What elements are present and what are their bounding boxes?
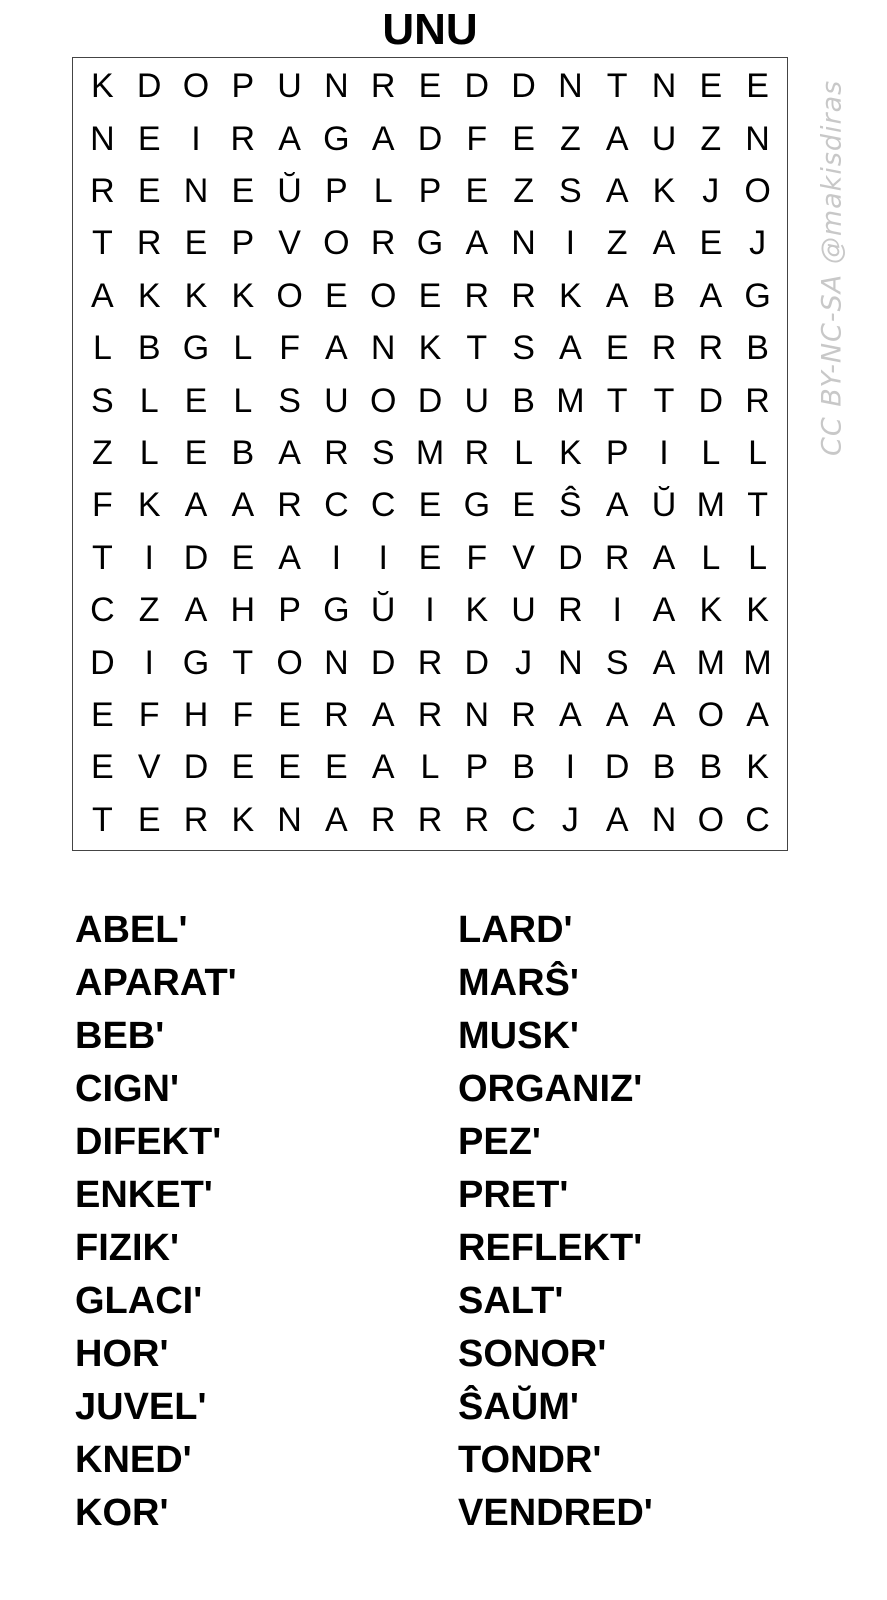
grid-cell[interactable]: E (325, 748, 348, 787)
grid-cell[interactable]: T (606, 381, 628, 420)
grid-cell[interactable]: G (416, 224, 444, 263)
grid-cell[interactable]: M (696, 643, 725, 682)
grid-cell[interactable]: M (743, 643, 772, 682)
grid-cell[interactable]: F (279, 329, 300, 368)
grid-cell[interactable]: D (558, 538, 583, 577)
grid-cell[interactable]: R (183, 800, 209, 839)
grid-cell[interactable]: E (231, 171, 255, 210)
grid-cell[interactable]: T (92, 800, 113, 839)
grid-cell[interactable]: L (748, 538, 768, 577)
grid-cell[interactable]: M (556, 381, 585, 420)
grid-cell[interactable]: R (511, 695, 536, 734)
grid-cell[interactable]: U (324, 381, 349, 420)
word-list-item: JUVEL' (75, 1386, 207, 1428)
grid-cell[interactable]: M (696, 486, 725, 525)
grid-cell[interactable]: O (276, 276, 303, 315)
grid-cell[interactable]: B (699, 748, 723, 787)
grid-cell[interactable]: P (465, 748, 489, 787)
grid-cell[interactable]: R (370, 224, 396, 263)
grid-cell[interactable]: G (182, 329, 210, 368)
grid-cell[interactable]: I (565, 224, 576, 263)
word-list-item: GLACI' (75, 1280, 203, 1322)
grid-cell[interactable]: E (325, 276, 348, 315)
grid-cell[interactable]: R (417, 695, 443, 734)
grid-cell[interactable]: R (464, 800, 490, 839)
grid-cell[interactable]: V (278, 224, 301, 263)
grid-cell[interactable]: T (92, 538, 113, 577)
grid-cell[interactable]: C (511, 800, 536, 839)
grid-cell[interactable]: O (697, 695, 725, 734)
grid-cell[interactable]: I (565, 748, 576, 787)
grid-cell[interactable]: K (699, 591, 723, 630)
grid-cell[interactable]: N (745, 119, 770, 158)
word-list-item: FIZIK' (75, 1227, 180, 1269)
grid-cell[interactable]: L (701, 538, 721, 577)
grid-cell[interactable]: E (512, 119, 535, 158)
grid-cell[interactable]: H (230, 591, 256, 630)
grid-cell[interactable]: E (418, 486, 442, 525)
grid-cell[interactable]: A (371, 748, 395, 787)
grid-cell[interactable]: E (418, 276, 442, 315)
grid-cell[interactable]: L (139, 433, 159, 472)
grid-cell[interactable]: O (276, 643, 303, 682)
grid-cell[interactable]: E (746, 67, 769, 106)
grid-cell[interactable]: A (184, 486, 208, 525)
grid-cell[interactable]: E (137, 800, 161, 839)
grid-cell[interactable]: B (512, 748, 535, 787)
grid-cell[interactable]: T (232, 643, 254, 682)
grid-cell[interactable]: S (371, 433, 395, 472)
grid-cell[interactable]: V (137, 748, 161, 787)
grid-cell[interactable]: R (464, 433, 490, 472)
grid-cell[interactable]: E (418, 538, 442, 577)
grid-cell[interactable]: D (183, 538, 209, 577)
grid-cell[interactable]: D (183, 748, 209, 787)
grid-cell[interactable]: B (652, 748, 676, 787)
grid-cell[interactable]: A (278, 119, 301, 158)
grid-cell[interactable]: A (605, 171, 629, 210)
grid-cell[interactable]: I (331, 538, 342, 577)
grid-cell[interactable]: L (233, 381, 253, 420)
grid-cell[interactable]: A (325, 800, 348, 839)
grid-cell[interactable]: N (90, 119, 115, 158)
grid-cell[interactable]: A (605, 800, 629, 839)
grid-cell[interactable]: O (697, 800, 725, 839)
grid-cell[interactable]: Z (560, 119, 581, 158)
grid-cell[interactable]: D (464, 67, 490, 106)
puzzle-title: UNU (382, 5, 478, 54)
grid-cell[interactable]: V (512, 538, 535, 577)
grid-cell[interactable]: R (90, 171, 115, 210)
grid-cell[interactable]: P (605, 433, 629, 472)
grid-cell[interactable]: E (465, 171, 489, 210)
grid-cell[interactable]: G (323, 119, 350, 158)
grid-cell[interactable]: R (464, 276, 490, 315)
grid-cell[interactable]: B (137, 329, 161, 368)
grid-cell[interactable]: A (652, 591, 676, 630)
grid-cell[interactable]: N (370, 329, 396, 368)
grid-cell[interactable]: N (324, 643, 349, 682)
grid-cell[interactable]: I (144, 538, 154, 577)
grid-cell[interactable]: P (278, 591, 301, 630)
grid-cell[interactable]: L (233, 329, 253, 368)
grid-cell[interactable]: R (651, 329, 677, 368)
grid-cell[interactable]: G (744, 276, 771, 315)
grid-cell[interactable]: R (230, 119, 256, 158)
grid-cell[interactable]: S (512, 329, 535, 368)
letter-grid[interactable] (72, 57, 788, 851)
grid-cell[interactable]: E (418, 67, 442, 106)
grid-cell[interactable]: L (373, 171, 393, 210)
grid-cell[interactable]: G (323, 591, 350, 630)
grid-cell[interactable]: D (417, 381, 443, 420)
grid-cell[interactable]: S (605, 643, 629, 682)
grid-cell[interactable]: N (183, 171, 209, 210)
grid-cell[interactable]: A (605, 486, 629, 525)
word-list-item: MUSK' (458, 1015, 579, 1057)
grid-cell[interactable]: R (511, 276, 536, 315)
grid-cell[interactable]: D (464, 643, 490, 682)
grid-cell[interactable]: J (702, 171, 720, 210)
grid-cell[interactable]: C (370, 486, 396, 525)
grid-cell[interactable]: E (91, 748, 114, 787)
grid-cell[interactable]: B (652, 276, 676, 315)
grid-cell[interactable]: B (231, 433, 255, 472)
license-watermark: CC BY-NC-SA @makisdiras (816, 79, 848, 457)
grid-cell[interactable]: T (466, 329, 488, 368)
grid-cell[interactable]: K (465, 591, 489, 630)
word-list-item: MARŜ' (458, 962, 579, 1004)
grid-cell[interactable]: N (651, 67, 677, 106)
grid-cell[interactable]: L (139, 381, 159, 420)
grid-cell[interactable]: A (652, 695, 676, 734)
grid-cell[interactable]: I (144, 643, 154, 682)
grid-cell[interactable]: R (698, 329, 724, 368)
grid-cell[interactable]: E (231, 538, 255, 577)
grid-cell[interactable]: D (698, 381, 724, 420)
grid-cell[interactable]: K (184, 276, 208, 315)
word-list-item: REFLEKT' (458, 1227, 643, 1269)
grid-cell[interactable]: S (559, 171, 582, 210)
grid-cell[interactable]: R (136, 224, 162, 263)
grid-cell[interactable]: D (417, 119, 443, 158)
grid-cell[interactable]: K (137, 486, 161, 525)
grid-cell[interactable]: T (653, 381, 675, 420)
grid-cell[interactable]: F (466, 119, 488, 158)
grid-cell[interactable]: F (466, 538, 488, 577)
grid-cell[interactable]: S (278, 381, 301, 420)
grid-cell[interactable]: I (378, 538, 388, 577)
grid-cell[interactable]: U (464, 381, 490, 420)
grid-cell[interactable]: E (91, 695, 114, 734)
grid-cell[interactable]: E (605, 329, 629, 368)
grid-cell[interactable]: H (183, 695, 209, 734)
grid-cell[interactable]: P (325, 171, 348, 210)
grid-cell[interactable]: N (277, 800, 302, 839)
grid-cell[interactable]: A (605, 695, 629, 734)
grid-cell[interactable]: L (420, 748, 440, 787)
word-list-item: KOR' (75, 1492, 169, 1534)
grid-cell[interactable]: F (138, 695, 160, 734)
grid-cell[interactable]: K (746, 591, 769, 630)
grid-cell[interactable]: E (137, 119, 161, 158)
word-list-item: HOR' (75, 1333, 169, 1375)
grid-cell[interactable]: C (745, 800, 770, 839)
grid-cell[interactable]: R (604, 538, 630, 577)
grid-cell[interactable]: K (137, 276, 161, 315)
word-list-item: PRET' (458, 1174, 569, 1216)
word-list-item: ŜAŬM' (458, 1386, 579, 1428)
word-list-item: SALT' (458, 1280, 564, 1322)
grid-cell[interactable]: I (659, 433, 669, 472)
grid-cell[interactable]: A (652, 224, 676, 263)
grid-cell[interactable]: O (744, 171, 771, 210)
grid-cell[interactable]: E (699, 224, 723, 263)
grid-cell[interactable]: N (511, 224, 536, 263)
grid-cell[interactable]: K (652, 171, 676, 210)
word-list-item: ABEL' (75, 909, 188, 951)
grid-cell[interactable]: M (415, 433, 445, 472)
grid-cell[interactable]: L (92, 329, 112, 368)
grid-cell[interactable]: Ŭ (277, 171, 302, 210)
grid-cell[interactable]: J (561, 800, 579, 839)
word-list-item: PEZ' (458, 1121, 541, 1163)
word-list-item: CIGN' (75, 1068, 180, 1110)
grid-cell[interactable]: T (606, 67, 628, 106)
grid-cell[interactable]: A (746, 695, 769, 734)
word-list-item: APARAT' (75, 962, 237, 1004)
grid-cell[interactable]: T (92, 224, 113, 263)
grid-cell[interactable]: F (232, 695, 254, 734)
grid-cell[interactable]: R (324, 695, 349, 734)
grid-cell[interactable]: A (559, 695, 582, 734)
grid-cell[interactable]: O (182, 67, 210, 106)
word-list-item: VENDRED' (458, 1492, 653, 1534)
grid-cell[interactable]: A (91, 276, 114, 315)
grid-cell[interactable]: U (511, 591, 536, 630)
grid-cell[interactable]: N (464, 695, 490, 734)
grid-cell[interactable]: Z (700, 119, 722, 158)
grid-cell[interactable]: A (278, 433, 301, 472)
grid-cell[interactable]: A (371, 119, 395, 158)
grid-cell[interactable]: K (559, 433, 582, 472)
grid-cell[interactable]: B (746, 329, 769, 368)
word-list-item: ENKET' (75, 1174, 213, 1216)
grid-cell[interactable]: R (558, 591, 583, 630)
word-list-item: TONDR' (458, 1439, 602, 1481)
grid-cell[interactable]: R (324, 433, 349, 472)
word-list-item: KNED' (75, 1439, 192, 1481)
grid-cell[interactable]: A (652, 643, 676, 682)
grid-cell[interactable]: A (652, 538, 676, 577)
grid-cell[interactable]: A (605, 119, 629, 158)
grid-cell[interactable]: A (371, 695, 395, 734)
grid-cell[interactable]: A (325, 329, 348, 368)
grid-cell[interactable]: D (370, 643, 396, 682)
grid-cell[interactable]: U (651, 119, 677, 158)
grid-cell[interactable]: I (612, 591, 622, 630)
grid-cell[interactable]: F (92, 486, 113, 525)
grid-cell[interactable]: D (511, 67, 536, 106)
word-list-item: SONOR' (458, 1333, 607, 1375)
grid-cell[interactable]: D (136, 67, 162, 106)
grid-cell[interactable]: E (184, 381, 208, 420)
word-list-item: DIFEKT' (75, 1121, 222, 1163)
grid-cell[interactable]: Z (138, 591, 160, 630)
word-list-item: LARD' (458, 909, 573, 951)
grid-cell[interactable]: E (184, 224, 208, 263)
grid-cell[interactable]: A (184, 591, 208, 630)
grid-cell[interactable]: N (324, 67, 349, 106)
grid-cell[interactable]: P (231, 67, 255, 106)
grid-cell[interactable]: E (278, 695, 301, 734)
grid-cell[interactable]: Z (606, 224, 628, 263)
grid-cell[interactable]: A (231, 486, 255, 525)
grid-cell[interactable]: G (463, 486, 491, 525)
grid-cell[interactable]: K (91, 67, 114, 106)
grid-cell[interactable]: D (90, 643, 115, 682)
grid-cell[interactable]: A (278, 538, 301, 577)
grid-cell[interactable]: Ŭ (370, 591, 396, 630)
grid-cell[interactable]: L (748, 433, 768, 472)
grid-cell[interactable]: K (418, 329, 442, 368)
grid-cell[interactable]: C (90, 591, 115, 630)
grid-cell[interactable]: Z (92, 433, 113, 472)
grid-cell[interactable]: T (747, 486, 768, 525)
grid-cell[interactable]: R (417, 643, 443, 682)
grid-cell[interactable]: E (137, 171, 161, 210)
word-list-item: ORGANIZ' (458, 1068, 643, 1110)
grid-cell[interactable]: E (278, 748, 301, 787)
word-list-right (458, 904, 838, 1540)
grid-cell[interactable]: G (182, 643, 210, 682)
word-list-item: BEB' (75, 1015, 165, 1057)
grid-cell[interactable]: J (515, 643, 533, 682)
grid-cell[interactable]: K (559, 276, 582, 315)
grid-cell[interactable]: E (184, 433, 208, 472)
grid-cell[interactable]: Z (513, 171, 534, 210)
grid-cell[interactable]: R (370, 67, 396, 106)
grid-cell[interactable]: B (512, 381, 535, 420)
grid-cell[interactable]: K (231, 800, 255, 839)
grid-cell[interactable]: L (514, 433, 534, 472)
grid-cell[interactable]: A (699, 276, 723, 315)
grid-cell[interactable]: P (418, 171, 442, 210)
grid-cell[interactable]: A (605, 276, 629, 315)
grid-cell[interactable]: I (425, 591, 435, 630)
grid-cell[interactable]: I (191, 119, 201, 158)
grid-cell[interactable]: O (369, 276, 397, 315)
grid-cell[interactable]: U (277, 67, 302, 106)
grid-cell[interactable]: R (745, 381, 770, 420)
grid-cell[interactable]: D (604, 748, 630, 787)
grid-cell[interactable]: O (323, 224, 350, 263)
grid-cell[interactable]: K (231, 276, 255, 315)
grid-cell[interactable]: K (746, 748, 769, 787)
word-list-left (75, 904, 455, 1540)
grid-cell[interactable]: O (369, 381, 397, 420)
grid-cell[interactable]: E (231, 748, 255, 787)
grid-cell[interactable]: N (651, 800, 677, 839)
grid-cell[interactable]: N (558, 643, 583, 682)
grid-cell[interactable]: A (559, 329, 582, 368)
grid-cell[interactable]: Ŭ (651, 486, 677, 525)
grid-cell[interactable]: Ŝ (559, 486, 582, 525)
grid-cell[interactable]: J (749, 224, 767, 263)
grid-cell[interactable]: A (465, 224, 489, 263)
grid-cell[interactable]: N (558, 67, 583, 106)
grid-cell[interactable]: P (231, 224, 255, 263)
grid-cell[interactable]: E (699, 67, 723, 106)
grid-cell[interactable]: R (370, 800, 396, 839)
grid-cell[interactable]: S (91, 381, 114, 420)
grid-cell[interactable]: R (277, 486, 302, 525)
grid-cell[interactable]: E (512, 486, 535, 525)
grid-cell[interactable]: C (324, 486, 349, 525)
grid-cell[interactable]: R (417, 800, 443, 839)
grid-cell[interactable]: L (701, 433, 721, 472)
